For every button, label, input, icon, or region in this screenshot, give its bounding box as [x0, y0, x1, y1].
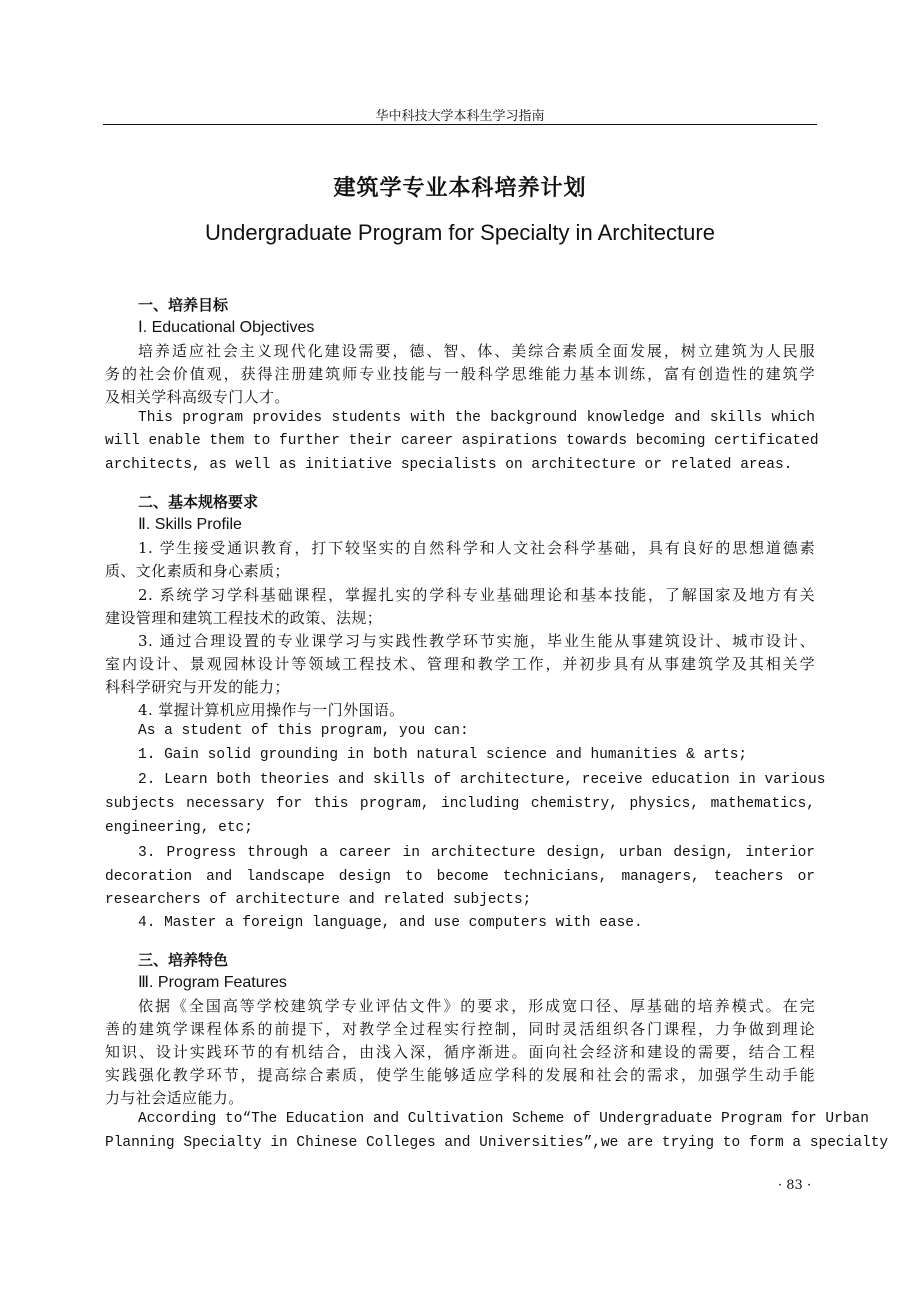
section1-heading-en: Ⅰ. Educational Objectives — [138, 319, 315, 336]
section2-en-line: 4. Master a foreign language, and use computers with ease. — [138, 915, 643, 931]
section1-cn-line: 及相关学科高级专门人才。 — [105, 388, 290, 406]
header-rule — [103, 124, 817, 125]
section2-heading-en: Ⅱ. Skills Profile — [138, 516, 242, 533]
section1-en-line: will enable them to further their career aspirations towards becoming certificated — [105, 433, 819, 449]
running-header: 华中科技大学本科生学习指南 — [375, 109, 545, 124]
section2-cn-line: 建设管理和建筑工程技术的政策、法规； — [105, 609, 383, 627]
section3-heading-cn: 三、培养特色 — [138, 951, 229, 969]
section2-en-line: 3. Progress through a career in architecture design, urban design, interior — [138, 845, 815, 861]
section2-cn-line: 4. 掌握计算机应用操作与一门外国语。 — [138, 701, 405, 719]
title-chinese: 建筑学专业本科培养计划 — [333, 176, 587, 201]
page-number: · 83 · — [778, 1178, 812, 1193]
section1-cn-line: 培养适应社会主义现代化建设需要，德、智、体、美综合素质全面发展，树立建筑为人民服 — [138, 342, 815, 360]
section3-cn-line: 依据《全国高等学校建筑学专业评估文件》的要求，形成宽口径、厚基础的培养模式。在完 — [138, 997, 815, 1015]
title-english: Undergraduate Program for Specialty in Architecture — [205, 220, 715, 245]
section2-cn-line: 质、文化素质和身心素质； — [105, 562, 290, 580]
section3-en-line: According to“The Education and Cultivation Scheme of Undergraduate Program for Urban — [138, 1111, 869, 1127]
section1-cn-line: 务的社会价值观，获得注册建筑师专业技能与一般科学思维能力基本训练，富有创造性的建筑学 — [105, 365, 815, 383]
section3-cn-line: 力与社会适应能力。 — [105, 1089, 244, 1107]
section1-en-line: This program provides students with the background knowledge and skills which — [138, 410, 815, 426]
section1-en-line: architects, as well as initiative specialists on architecture or related areas. — [105, 457, 793, 473]
section3-cn-line: 知识、设计实践环节的有机结合，由浅入深，循序渐进。面向社会经济和建设的需要，结合工程 — [105, 1043, 815, 1061]
section2-en-line: subjects necessary for this program, including chemistry, physics, mathematics, — [105, 796, 815, 812]
section2-cn-line: 科科学研究与开发的能力； — [105, 678, 290, 696]
section3-cn-line: 实践强化教学环节，提高综合素质，使学生能够适应学科的发展和社会的需求，加强学生动手能 — [105, 1066, 815, 1084]
section2-en-line: decoration and landscape design to become technicians, managers, teachers or — [105, 869, 815, 885]
section2-cn-line: 3. 通过合理设置的专业课学习与实践性教学环节实施，毕业生能从事建筑设计、城市设计、 — [138, 632, 815, 650]
section2-en-line: As a student of this program, you can: — [138, 723, 469, 739]
section2-cn-line: 2. 系统学习学科基础课程，掌握扎实的学科专业基础理论和基本技能，了解国家及地方有关 — [138, 586, 815, 604]
section3-heading-en: Ⅲ. Program Features — [138, 974, 287, 991]
section2-cn-line: 室内设计、景观园林设计等领域工程技术、管理和教学工作，并初步具有从事建筑学及其相关学 — [105, 655, 815, 673]
section2-en-line: researchers of architecture and related subjects; — [105, 892, 532, 908]
section2-en-line: 1. Gain solid grounding in both natural science and humanities & arts; — [138, 747, 748, 763]
section3-en-line: Planning Specialty in Chinese Colleges and Universities”,we are trying to form a specialty — [105, 1135, 889, 1151]
section1-heading-cn: 一、培养目标 — [138, 296, 229, 314]
section2-en-line: engineering, etc; — [105, 820, 253, 836]
section2-heading-cn: 二、基本规格要求 — [138, 493, 259, 511]
section2-cn-line: 1. 学生接受通识教育，打下较坚实的自然科学和人文社会科学基础，具有良好的思想道德素 — [138, 539, 815, 557]
section3-cn-line: 善的建筑学课程体系的前提下，对教学全过程实行控制，同时灵活组织各门课程，力争做到理论 — [105, 1020, 815, 1038]
section2-en-line: 2. Learn both theories and skills of architecture, receive education in various — [138, 772, 826, 788]
